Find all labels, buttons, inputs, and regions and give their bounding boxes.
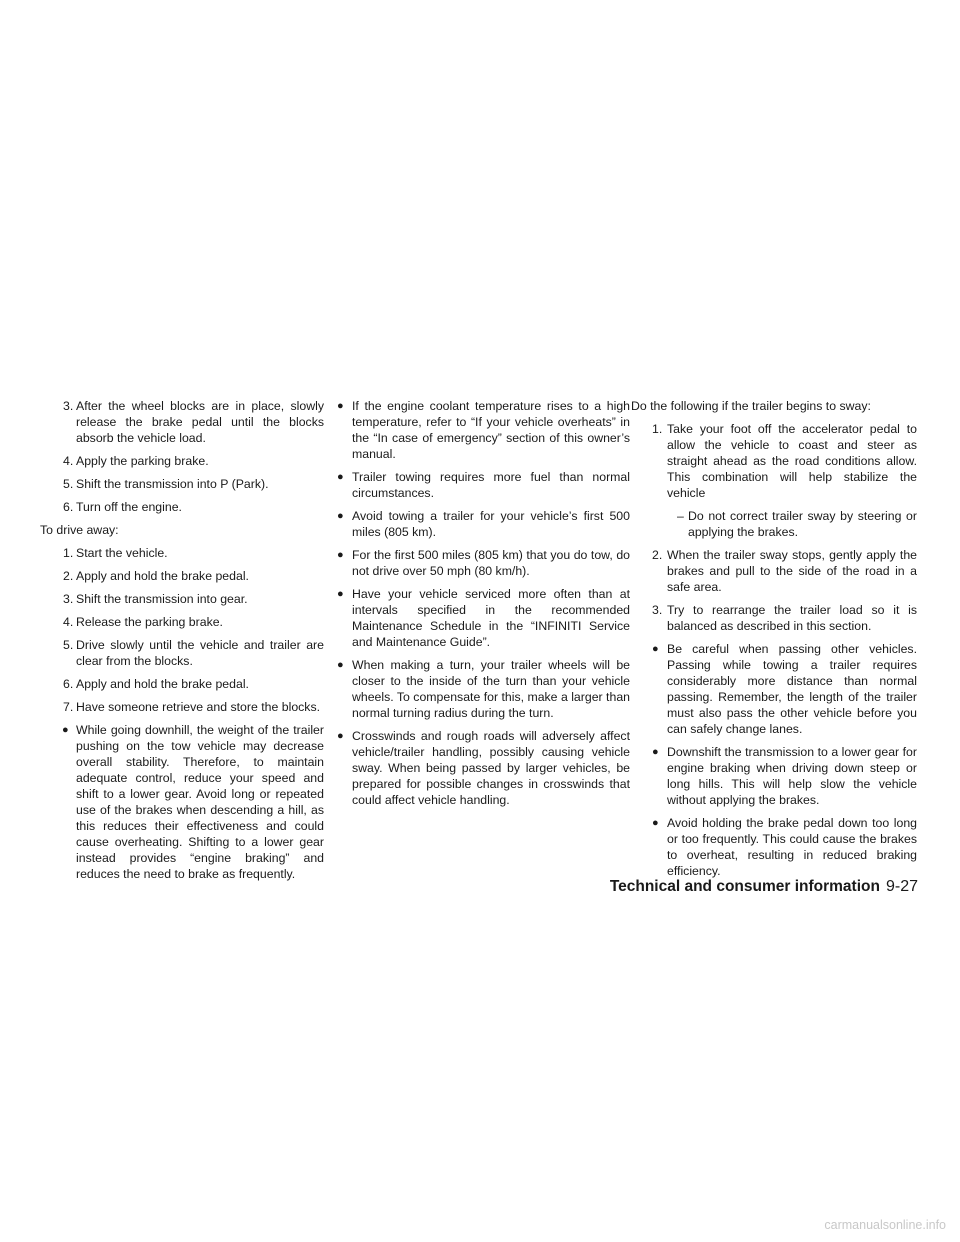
bullet-icon: ●	[337, 549, 344, 561]
step-text: Release the parking brake.	[76, 615, 223, 629]
bullet-text: If the engine coolant temperature rises to a high temperature, refer to “If your vehicle overheats” in the “In case of emergency” section of this owner’s manual.	[352, 399, 630, 461]
step-drive-1	[40, 545, 324, 561]
sway-label: Do the following if the trailer begins to sway:	[631, 399, 871, 413]
bullet-icon: ●	[652, 817, 659, 829]
step-marker: 5.	[63, 477, 74, 491]
bullet-icon: ●	[652, 746, 659, 758]
bullet-downshift	[631, 744, 917, 808]
bullet-text: Trailer towing requires more fuel than normal circumstances.	[352, 470, 630, 500]
bullet-coolant	[337, 398, 630, 462]
bullet-text: Be careful when passing other vehicles. Passing while towing a trailer requires considerably more distance than normal passing. Remember, the length of the trailer must also pass the other vehicle before you can safely change lanes.	[667, 642, 917, 736]
step-marker: 1.	[63, 546, 74, 560]
step-drive-4	[40, 614, 324, 630]
step-marker: 3.	[63, 399, 74, 413]
step-text: Shift the transmission into gear.	[76, 592, 248, 606]
step-text: When the trailer sway stops, gently apply the brakes and pull to the side of the road in a safe area.	[667, 548, 917, 594]
step-text: Have someone retrieve and store the blocks.	[76, 700, 321, 714]
bullet-turning	[337, 657, 630, 721]
step-marker: 3.	[63, 592, 74, 606]
bullet-icon: ●	[337, 588, 344, 600]
sub-text: Do not correct trailer sway by steering or applying the brakes.	[688, 509, 917, 539]
step-park-4	[40, 453, 324, 469]
bullet-passing	[631, 641, 917, 737]
step-marker: 7.	[63, 700, 74, 714]
sway-step-1-sub	[631, 508, 917, 540]
bullet-text: Downshift the transmission to a lower gear for engine braking when driving down steep or long hills. This will help slow the vehicle without applying the brakes.	[667, 745, 917, 807]
step-text: Try to rearrange the trailer load so it is balanced as described in this section.	[667, 603, 917, 633]
bullet-icon: ●	[337, 730, 344, 742]
bullet-icon: ●	[337, 510, 344, 522]
step-text: Apply and hold the brake pedal.	[76, 569, 249, 583]
step-park-5	[40, 476, 324, 492]
dash-marker: –	[677, 509, 684, 523]
sway-step-2	[631, 547, 917, 595]
bullet-text: Avoid towing a trailer for your vehicle’s first 500 miles (805 km).	[352, 509, 630, 539]
bullet-downhill	[40, 722, 324, 882]
step-marker: 5.	[63, 638, 74, 652]
step-text: Shift the transmission into P (Park).	[76, 477, 269, 491]
bullet-text: Avoid holding the brake pedal down too long or too frequently. This could cause the brakes to overheat, resulting in reduced braking efficiency.	[667, 816, 917, 878]
section-title: Technical and consumer information	[609, 878, 880, 895]
bullet-icon: ●	[337, 471, 344, 483]
step-marker: 1.	[652, 422, 663, 436]
bullet-text: Crosswinds and rough roads will adversely affect vehicle/trailer handling, possibly causing vehicle sway. When being passed by larger vehicles, be prepared for possible changes in crosswinds that could affect vehicle handling.	[352, 729, 630, 807]
step-marker: 2.	[63, 569, 74, 583]
step-drive-5	[40, 637, 324, 669]
step-marker: 6.	[63, 677, 74, 691]
bullet-crosswinds	[337, 728, 630, 808]
bullet-icon: ●	[337, 400, 344, 412]
step-drive-6	[40, 676, 324, 692]
step-marker: 4.	[63, 615, 74, 629]
step-text: Turn off the engine.	[76, 500, 182, 514]
sway-step-3	[631, 602, 917, 634]
bullet-brake-pedal	[631, 815, 917, 879]
bullet-text: While going downhill, the weight of the trailer pushing on the tow vehicle may decrease overall stability. Therefore, to maintain adequate control, reduce your speed and shift to a lower gear. Avoid long or repeated use of the brakes when descending a hill, as this reduces their effectiveness and could cause overheating. Shifting to a lower gear instead provides “engine braking” and reduces the need to brake as frequently.	[76, 723, 324, 881]
page-number: 9-27	[885, 878, 918, 895]
column-right	[631, 398, 917, 886]
step-drive-3	[40, 591, 324, 607]
step-text: Apply the parking brake.	[76, 454, 209, 468]
bullet-text: Have your vehicle serviced more often than at intervals specified in the recommended Maintenance Schedule in the “INFINITI Service and Maintenance Guide”.	[352, 587, 630, 649]
drive-away-label: To drive away:	[40, 523, 119, 537]
step-text: Take your foot off the accelerator pedal to allow the vehicle to coast and steer as straight ahead as the road conditions allow. This combination will help stabilize the vehicle	[667, 422, 917, 500]
column-left	[40, 398, 324, 889]
bullet-icon: ●	[652, 643, 659, 655]
bullet-icon: ●	[62, 724, 69, 736]
bullet-text: For the first 500 miles (805 km) that you do tow, do not drive over 50 mph (80 km/h).	[352, 548, 630, 578]
step-text: Start the vehicle.	[76, 546, 168, 560]
bullet-fuel	[337, 469, 630, 501]
step-drive-7	[40, 699, 324, 715]
step-marker: 6.	[63, 500, 74, 514]
bullet-text: When making a turn, your trailer wheels will be closer to the inside of the turn than your vehicle wheels. To compensate for this, make a larger than normal turning radius during the turn.	[352, 658, 630, 720]
bullet-first-500	[337, 508, 630, 540]
step-park-6	[40, 499, 324, 515]
step-text: Drive slowly until the vehicle and trailer are clear from the blocks.	[76, 638, 324, 668]
step-drive-2	[40, 568, 324, 584]
step-marker: 2.	[652, 548, 663, 562]
page-footer	[610, 878, 918, 896]
step-text: After the wheel blocks are in place, slowly release the brake pedal until the blocks absorb the vehicle load.	[76, 399, 324, 445]
step-marker: 3.	[652, 603, 663, 617]
bullet-icon: ●	[337, 659, 344, 671]
step-text: Apply and hold the brake pedal.	[76, 677, 249, 691]
step-marker: 4.	[63, 454, 74, 468]
bullet-service	[337, 586, 630, 650]
bullet-speed-limit	[337, 547, 630, 579]
column-middle	[337, 398, 630, 815]
sway-step-1	[631, 421, 917, 501]
step-park-3	[40, 398, 324, 446]
watermark: carmanualsonline.info	[824, 1218, 946, 1232]
